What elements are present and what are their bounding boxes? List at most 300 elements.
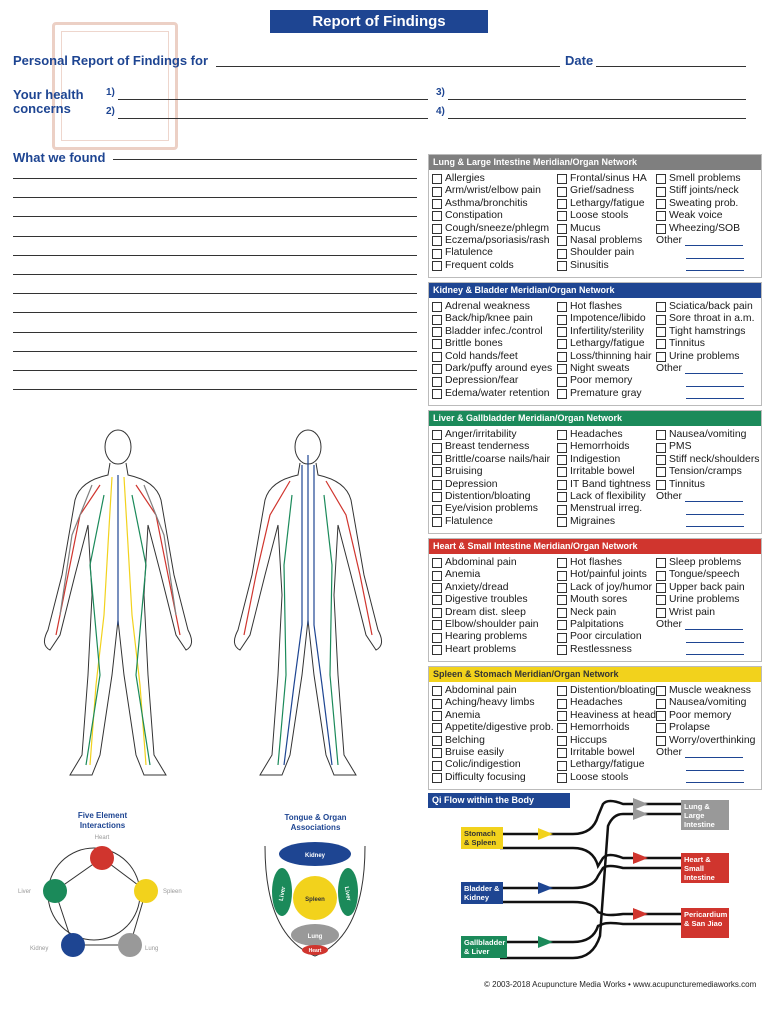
symptom-checkbox[interactable]	[557, 619, 652, 631]
symptom-label: Muscle weakness	[669, 685, 752, 696]
checkbox[interactable]	[432, 595, 442, 605]
symptom-label: Nasal problems	[570, 235, 643, 247]
symptom-label: Heart problems	[445, 643, 517, 655]
symptom-checkbox[interactable]	[656, 185, 744, 197]
checkbox[interactable]	[557, 443, 567, 453]
symptom-label: Irritable bowel	[570, 466, 635, 478]
symptom-checkbox[interactable]	[557, 363, 651, 375]
qi-bladder-kidney-box: Bladder & Kidney	[461, 882, 503, 904]
symptom-checkbox[interactable]	[656, 454, 760, 466]
checkbox[interactable]	[557, 761, 567, 771]
finding-line[interactable]	[13, 351, 417, 352]
symptom-label: Arm/wrist/elbow pain	[445, 185, 541, 197]
symptom-label: Flatulence	[445, 247, 493, 259]
heart-element-label: Heart	[94, 835, 110, 841]
symptom-checkbox[interactable]	[432, 260, 550, 272]
concern-1-field[interactable]	[118, 99, 428, 100]
checkbox[interactable]	[432, 377, 442, 387]
checkbox[interactable]	[656, 327, 666, 337]
meridian-body-figures	[20, 425, 410, 785]
other-blank-line[interactable]	[686, 375, 744, 387]
checkbox[interactable]	[656, 455, 666, 465]
symptom-checkbox[interactable]	[432, 503, 550, 515]
symptom-checkbox[interactable]	[432, 441, 550, 453]
symptom-checkbox[interactable]	[656, 697, 755, 709]
other-blank-line[interactable]	[686, 631, 744, 643]
other-field[interactable]	[656, 235, 744, 247]
checkbox[interactable]	[557, 480, 567, 490]
symptom-checkbox[interactable]	[557, 351, 651, 363]
finding-line[interactable]	[13, 293, 417, 294]
checkbox[interactable]	[656, 571, 666, 581]
checkbox[interactable]	[557, 711, 567, 721]
checkbox[interactable]	[432, 443, 442, 453]
symptom-label: Cold hands/feet	[445, 350, 518, 362]
report-for-label: Personal Report of Findings for	[13, 53, 209, 68]
other-blank-line[interactable]	[686, 515, 744, 527]
other-blank-line[interactable]	[686, 503, 744, 515]
symptom-checkbox[interactable]	[432, 429, 550, 441]
qi-pericardium-san-jiao-box: Pericardium & San Jiao	[681, 908, 729, 938]
symptom-checkbox[interactable]	[656, 582, 745, 594]
symptom-checkbox[interactable]	[656, 210, 744, 222]
checkbox[interactable]	[557, 364, 567, 374]
checkbox[interactable]	[557, 199, 567, 209]
checkbox[interactable]	[432, 773, 442, 783]
symptom-checkbox[interactable]	[557, 388, 651, 400]
checkbox[interactable]	[557, 467, 567, 477]
checkbox[interactable]	[557, 430, 567, 440]
symptom-checkbox[interactable]	[557, 235, 647, 247]
checkbox[interactable]	[656, 558, 666, 568]
checkbox[interactable]	[432, 608, 442, 618]
checkbox[interactable]	[432, 620, 442, 630]
report-title: Report of Findings	[270, 10, 488, 33]
checkbox[interactable]	[557, 571, 567, 581]
symptom-checkbox[interactable]	[656, 607, 745, 619]
other-field[interactable]	[656, 491, 760, 503]
checkbox[interactable]	[432, 686, 442, 696]
symptom-checkbox[interactable]	[432, 185, 550, 197]
symptom-checkbox[interactable]	[432, 210, 550, 222]
checkbox[interactable]	[557, 315, 567, 325]
heart-element-circle	[90, 846, 114, 870]
symptom-label: Difficulty focusing	[445, 771, 526, 783]
checkbox[interactable]	[432, 389, 442, 399]
concern-4-num: 4)	[436, 106, 445, 117]
symptom-checkbox[interactable]	[557, 594, 652, 606]
symptom-label: Sore throat in a.m.	[669, 313, 755, 325]
symptom-checkbox[interactable]	[432, 569, 539, 581]
date-label: Date	[565, 53, 594, 68]
finding-line[interactable]	[13, 197, 417, 198]
symptom-checkbox[interactable]	[656, 441, 760, 453]
symptom-checkbox[interactable]	[432, 631, 539, 643]
symptom-label: Anxiety/dread	[445, 581, 509, 593]
finding-line[interactable]	[13, 370, 417, 371]
checkbox[interactable]	[656, 187, 666, 197]
symptom-label: Depression	[445, 478, 498, 490]
symptom-checkbox[interactable]	[656, 466, 760, 478]
checkbox[interactable]	[557, 608, 567, 618]
checkbox[interactable]	[557, 620, 567, 630]
checkbox[interactable]	[432, 492, 442, 502]
symptom-checkbox[interactable]	[432, 301, 552, 313]
symptom-checkbox[interactable]	[656, 557, 745, 569]
checkbox[interactable]	[432, 480, 442, 490]
symptom-label: Belching	[445, 734, 485, 746]
other-label: Other	[656, 491, 682, 503]
symptom-checkbox[interactable]	[656, 173, 744, 185]
symptom-checkbox[interactable]	[432, 313, 552, 325]
checkbox[interactable]	[656, 686, 666, 696]
symptom-checkbox[interactable]	[432, 223, 550, 235]
checkbox[interactable]	[557, 236, 567, 246]
symptom-checkbox[interactable]	[432, 607, 539, 619]
symptom-checkbox[interactable]	[432, 479, 550, 491]
checkbox[interactable]	[432, 633, 442, 643]
date-field[interactable]	[596, 66, 746, 67]
checkbox[interactable]	[557, 736, 567, 746]
symptom-checkbox[interactable]	[432, 759, 554, 771]
symptom-checkbox[interactable]	[432, 198, 550, 210]
symptom-checkbox[interactable]	[557, 454, 651, 466]
symptom-checkbox[interactable]	[557, 607, 652, 619]
checkbox[interactable]	[432, 748, 442, 758]
other-field[interactable]	[656, 363, 754, 375]
checkbox[interactable]	[432, 249, 442, 259]
other-blank-line[interactable]	[686, 771, 744, 783]
symptom-checkbox[interactable]	[432, 697, 554, 709]
symptom-label: Stiff neck/shoulders	[669, 453, 760, 465]
symptom-checkbox[interactable]	[557, 326, 651, 338]
symptom-checkbox[interactable]	[557, 569, 652, 581]
other-blank-line[interactable]	[686, 259, 744, 271]
checkbox[interactable]	[432, 558, 442, 568]
checkbox[interactable]	[432, 261, 442, 271]
symptom-checkbox[interactable]	[432, 557, 539, 569]
checkbox[interactable]	[432, 467, 442, 477]
symptom-checkbox[interactable]	[432, 466, 550, 478]
symptom-checkbox[interactable]	[557, 247, 647, 259]
symptom-label: Restlessness	[570, 643, 632, 655]
symptom-label: Nausea/vomiting	[669, 697, 747, 709]
symptom-label: Loss/thinning hair	[570, 350, 652, 362]
symptom-checkbox[interactable]	[557, 375, 651, 387]
other-blank-line[interactable]	[686, 247, 744, 259]
checkbox[interactable]	[557, 389, 567, 399]
what-we-found-label: What we found	[13, 150, 106, 165]
checkbox[interactable]	[557, 339, 567, 349]
symptom-checkbox[interactable]	[656, 351, 754, 363]
checkbox[interactable]	[557, 723, 567, 733]
symptom-label: Stiff joints/neck	[669, 185, 739, 197]
symptom-checkbox[interactable]	[432, 772, 554, 784]
symptom-checkbox[interactable]	[557, 301, 651, 313]
symptom-checkbox[interactable]	[557, 198, 647, 210]
symptom-checkbox[interactable]	[557, 479, 651, 491]
checkbox[interactable]	[656, 699, 666, 709]
symptom-checkbox[interactable]	[557, 759, 656, 771]
checkbox[interactable]	[656, 736, 666, 746]
concern-4-field[interactable]	[448, 118, 746, 119]
checkbox[interactable]	[557, 748, 567, 758]
other-blank-line[interactable]	[686, 387, 744, 399]
finding-line[interactable]	[13, 274, 417, 275]
checkbox[interactable]	[656, 430, 666, 440]
symptom-checkbox[interactable]	[432, 388, 552, 400]
symptom-checkbox[interactable]	[557, 260, 647, 272]
symptom-checkbox[interactable]	[557, 747, 656, 759]
symptom-checkbox[interactable]	[557, 685, 656, 697]
checkbox[interactable]	[557, 645, 567, 655]
checkbox[interactable]	[432, 211, 442, 221]
checkbox[interactable]	[432, 339, 442, 349]
checkbox[interactable]	[432, 736, 442, 746]
panel-lung-title: Lung & Large Intestine Meridian/Organ Network	[429, 155, 761, 170]
symptom-checkbox[interactable]	[557, 735, 656, 747]
symptom-label: Breast tenderness	[445, 441, 530, 453]
checkbox[interactable]	[656, 339, 666, 349]
checkbox[interactable]	[557, 517, 567, 527]
symptom-checkbox[interactable]	[656, 710, 755, 722]
symptom-checkbox[interactable]	[656, 594, 745, 606]
checkbox[interactable]	[432, 699, 442, 709]
checkbox[interactable]	[432, 455, 442, 465]
checkbox[interactable]	[656, 211, 666, 221]
checkbox[interactable]	[557, 377, 567, 387]
checkbox[interactable]	[656, 302, 666, 312]
other-field[interactable]	[656, 747, 755, 759]
checkbox[interactable]	[432, 430, 442, 440]
symptom-checkbox[interactable]	[432, 247, 550, 259]
symptom-checkbox[interactable]	[432, 235, 550, 247]
checkbox[interactable]	[432, 327, 442, 337]
checkbox[interactable]	[432, 571, 442, 581]
symptom-label: Heaviness at head	[570, 709, 657, 721]
concern-2-field[interactable]	[118, 118, 428, 119]
symptom-checkbox[interactable]	[432, 375, 552, 387]
finding-line[interactable]	[113, 159, 417, 160]
symptom-label: Indigestion	[570, 453, 621, 465]
front-meridian-lines	[56, 475, 180, 765]
symptom-checkbox[interactable]	[656, 569, 745, 581]
symptom-checkbox[interactable]	[557, 491, 651, 503]
checkbox[interactable]	[656, 199, 666, 209]
checkbox[interactable]	[432, 723, 442, 733]
checkbox[interactable]	[656, 583, 666, 593]
symptom-checkbox[interactable]	[557, 722, 656, 734]
symptom-checkbox[interactable]	[557, 173, 647, 185]
other-blank-line[interactable]	[686, 759, 744, 771]
symptom-checkbox[interactable]	[557, 582, 652, 594]
checkbox[interactable]	[432, 199, 442, 209]
checkbox[interactable]	[432, 224, 442, 234]
checkbox[interactable]	[432, 711, 442, 721]
symptom-label: Bladder infec./control	[445, 325, 543, 337]
checkbox[interactable]	[557, 261, 567, 271]
checkbox[interactable]	[557, 492, 567, 502]
checkbox[interactable]	[557, 174, 567, 184]
checkbox[interactable]	[557, 455, 567, 465]
checkbox[interactable]	[432, 364, 442, 374]
checkbox[interactable]	[656, 352, 666, 362]
symptom-checkbox[interactable]	[432, 173, 550, 185]
symptom-checkbox[interactable]	[557, 516, 651, 528]
checkbox[interactable]	[557, 558, 567, 568]
concern-3-num: 3)	[436, 87, 445, 98]
symptom-label: Constipation	[445, 210, 503, 222]
checkbox[interactable]	[656, 443, 666, 453]
symptom-label: Shoulder pain	[570, 247, 635, 259]
symptom-label: Loose stools	[570, 210, 629, 222]
symptom-label: Loose stools	[570, 771, 629, 783]
checkbox[interactable]	[432, 352, 442, 362]
symptom-checkbox[interactable]	[557, 338, 651, 350]
checkbox[interactable]	[656, 174, 666, 184]
finding-line[interactable]	[13, 389, 417, 390]
symptom-label: Tension/cramps	[669, 466, 742, 478]
symptom-checkbox[interactable]	[656, 198, 744, 210]
checkbox[interactable]	[656, 723, 666, 733]
symptom-checkbox[interactable]	[557, 503, 651, 515]
symptom-checkbox[interactable]	[432, 516, 550, 528]
qi-lung-large-intestine-box: Lung & Large Intestine	[681, 800, 729, 830]
symptom-checkbox[interactable]	[432, 491, 550, 503]
spleen-element-circle	[134, 879, 158, 903]
checkbox[interactable]	[656, 224, 666, 234]
symptom-label: Frequent colds	[445, 259, 514, 271]
symptom-checkbox[interactable]	[656, 479, 760, 491]
symptom-checkbox[interactable]	[656, 722, 755, 734]
symptom-checkbox[interactable]	[557, 631, 652, 643]
symptom-checkbox[interactable]	[656, 685, 755, 697]
symptom-checkbox[interactable]	[432, 619, 539, 631]
checkbox[interactable]	[557, 211, 567, 221]
checkbox[interactable]	[557, 595, 567, 605]
checkbox[interactable]	[557, 583, 567, 593]
symptom-checkbox[interactable]	[656, 301, 754, 313]
symptom-checkbox[interactable]	[432, 326, 552, 338]
symptom-checkbox[interactable]	[557, 313, 651, 325]
symptom-checkbox[interactable]	[557, 644, 652, 656]
checkbox[interactable]	[432, 236, 442, 246]
symptom-label: Hiccups	[570, 734, 607, 746]
symptom-checkbox[interactable]	[557, 441, 651, 453]
symptom-checkbox[interactable]	[557, 185, 647, 197]
symptom-checkbox[interactable]	[432, 363, 552, 375]
symptom-label: Impotence/libido	[570, 313, 646, 325]
other-field[interactable]	[656, 619, 745, 631]
symptom-checkbox[interactable]	[432, 735, 554, 747]
checkbox[interactable]	[557, 633, 567, 643]
symptom-label: Abdominal pain	[445, 557, 517, 568]
symptom-label: Hot flashes	[570, 301, 622, 312]
checkbox[interactable]	[557, 187, 567, 197]
checkbox[interactable]	[656, 595, 666, 605]
symptom-checkbox[interactable]	[432, 710, 554, 722]
symptom-checkbox[interactable]	[432, 338, 552, 350]
symptom-checkbox[interactable]	[557, 210, 647, 222]
checkbox[interactable]	[656, 711, 666, 721]
checkbox[interactable]	[557, 699, 567, 709]
other-blank-line[interactable]	[686, 643, 744, 655]
checkbox[interactable]	[557, 224, 567, 234]
checkbox[interactable]	[432, 302, 442, 312]
checkbox[interactable]	[432, 315, 442, 325]
checkbox[interactable]	[432, 517, 442, 527]
checkbox[interactable]	[656, 480, 666, 490]
symptom-checkbox[interactable]	[432, 722, 554, 734]
finding-line[interactable]	[13, 216, 417, 217]
symptom-checkbox[interactable]	[432, 582, 539, 594]
finding-line[interactable]	[13, 312, 417, 313]
checkbox[interactable]	[557, 352, 567, 362]
checkbox[interactable]	[432, 187, 442, 197]
finding-line[interactable]	[13, 236, 417, 237]
concern-3-field[interactable]	[448, 99, 746, 100]
checkbox[interactable]	[432, 761, 442, 771]
symptom-checkbox[interactable]	[432, 351, 552, 363]
checkbox[interactable]	[557, 686, 567, 696]
checkbox[interactable]	[432, 645, 442, 655]
symptom-label: Depression/fear	[445, 375, 519, 387]
checkbox[interactable]	[557, 302, 567, 312]
symptom-checkbox[interactable]	[656, 313, 754, 325]
finding-line[interactable]	[13, 332, 417, 333]
checkbox[interactable]	[557, 249, 567, 259]
symptom-checkbox[interactable]	[432, 594, 539, 606]
symptom-checkbox[interactable]	[557, 466, 651, 478]
symptom-label: Sinusitis	[570, 259, 609, 271]
symptom-checkbox[interactable]	[432, 685, 554, 697]
other-label: Other	[656, 619, 682, 631]
symptom-label: Elbow/shoulder pain	[445, 619, 539, 631]
symptom-label: Night sweats	[570, 363, 630, 375]
symptom-checkbox[interactable]	[656, 223, 744, 235]
symptom-label: Eye/vision problems	[445, 503, 538, 515]
checkbox[interactable]	[432, 505, 442, 515]
symptom-checkbox[interactable]	[432, 644, 539, 656]
symptom-checkbox[interactable]	[656, 429, 760, 441]
checkbox[interactable]	[432, 174, 442, 184]
symptom-checkbox[interactable]	[432, 454, 550, 466]
checkbox[interactable]	[557, 505, 567, 515]
checkbox[interactable]	[656, 315, 666, 325]
finding-line[interactable]	[13, 178, 417, 179]
symptom-checkbox[interactable]	[656, 735, 755, 747]
symptom-label: Lack of flexibility	[570, 491, 646, 503]
symptom-checkbox[interactable]	[557, 557, 652, 569]
symptom-label: Bruise easily	[445, 747, 504, 759]
name-field[interactable]	[216, 66, 560, 67]
symptom-checkbox[interactable]	[557, 697, 656, 709]
checkbox[interactable]	[557, 327, 567, 337]
symptom-checkbox[interactable]	[656, 338, 754, 350]
symptom-checkbox[interactable]	[557, 772, 656, 784]
checkbox[interactable]	[656, 608, 666, 618]
finding-line[interactable]	[13, 255, 417, 256]
checkbox[interactable]	[557, 773, 567, 783]
symptom-checkbox[interactable]	[557, 429, 651, 441]
symptom-checkbox[interactable]	[557, 710, 656, 722]
checkbox[interactable]	[656, 467, 666, 477]
symptom-checkbox[interactable]	[656, 326, 754, 338]
symptom-checkbox[interactable]	[557, 223, 647, 235]
symptom-label: Colic/indigestion	[445, 759, 521, 771]
symptom-checkbox[interactable]	[432, 747, 554, 759]
checkbox[interactable]	[432, 583, 442, 593]
